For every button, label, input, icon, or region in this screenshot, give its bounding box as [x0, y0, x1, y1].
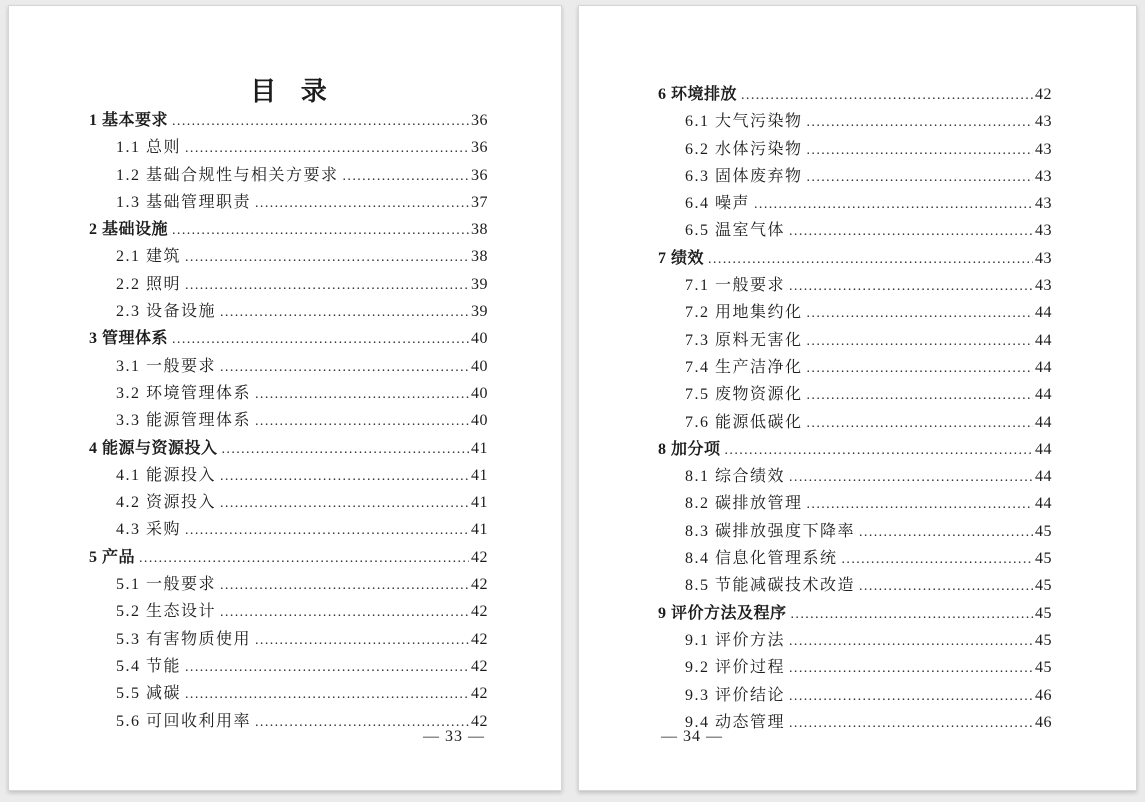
dot-leader	[754, 192, 1033, 218]
toc-row	[658, 300, 1052, 327]
toc-row	[89, 326, 488, 353]
toc-entry-label: 5.4 节能	[116, 657, 182, 675]
toc-entry-pagenum: 45	[1035, 631, 1052, 649]
document-page-right	[578, 5, 1137, 791]
toc-row	[89, 381, 488, 408]
toc-row	[89, 272, 488, 299]
page-content	[9, 76, 561, 736]
toc-row	[89, 545, 488, 572]
toc-row	[89, 654, 488, 681]
toc-row	[658, 655, 1052, 682]
toc-row	[89, 135, 488, 162]
toc-entry-label: 6.2 水体污染物	[685, 140, 803, 158]
toc-entry-pagenum: 44	[1035, 413, 1052, 431]
toc-entry-pagenum: 40	[471, 384, 488, 402]
toc-entry-pagenum: 43	[1035, 195, 1052, 213]
dot-leader	[185, 136, 469, 162]
toc-list-right	[658, 6, 1052, 737]
toc-entry-label: 8.1 综合绩效	[685, 468, 786, 486]
toc-row	[89, 190, 488, 217]
toc-entry-pagenum: 43	[1035, 113, 1052, 131]
toc-entry-label: 1.1 总则	[116, 139, 182, 157]
toc-entry-pagenum: 43	[1035, 167, 1052, 185]
toc-entry-label: 9 评价方法及程序	[658, 604, 787, 622]
toc-entry-label: 7 绩效	[658, 249, 705, 267]
toc-entry-label: 1.2 基础合规性与相关方要求	[116, 166, 339, 184]
dot-leader	[185, 682, 469, 708]
toc-entry-label: 5.2 生态设计	[116, 603, 217, 621]
page-content	[579, 6, 1136, 737]
toc-entry-pagenum: 45	[1035, 550, 1052, 568]
toc-entry-pagenum: 39	[471, 275, 488, 293]
toc-entry-pagenum: 36	[471, 139, 488, 157]
dot-leader	[807, 492, 1033, 518]
toc-list-left	[89, 108, 488, 736]
toc-entry-label: 4.3 采购	[116, 521, 182, 539]
toc-entry-label: 5.6 可回收利用率	[116, 712, 252, 730]
toc-row	[658, 519, 1052, 546]
toc-entry-pagenum: 42	[471, 712, 488, 730]
toc-entry-label: 9.3 评价结论	[685, 686, 786, 704]
dot-leader	[220, 491, 469, 517]
toc-entry-label: 2 基础设施	[89, 221, 169, 239]
toc-row	[658, 246, 1052, 273]
toc-entry-pagenum: 44	[1035, 358, 1052, 376]
toc-row	[89, 354, 488, 381]
dot-leader	[807, 138, 1033, 164]
toc-row	[658, 382, 1052, 409]
toc-entry-pagenum: 45	[1035, 522, 1052, 540]
dot-leader	[789, 711, 1033, 737]
toc-entry-label: 5.1 一般要求	[116, 576, 217, 594]
dot-leader	[807, 329, 1033, 355]
dot-leader	[220, 355, 469, 381]
toc-entry-label: 8 加分项	[658, 440, 721, 458]
toc-entry-pagenum: 43	[1035, 140, 1052, 158]
toc-entry-label: 8.5 节能减碳技术改造	[685, 577, 856, 595]
toc-row	[89, 627, 488, 654]
toc-entry-label: 8.4 信息化管理系统	[685, 550, 838, 568]
dot-leader	[807, 383, 1033, 409]
toc-entry-label: 6 环境排放	[658, 86, 738, 103]
toc-entry-label: 8.3 碳排放强度下降率	[685, 522, 856, 540]
dot-leader	[343, 164, 469, 190]
dot-leader	[172, 218, 469, 244]
dot-leader	[255, 191, 469, 217]
page-number-footer-33: — 33 —	[423, 728, 485, 745]
toc-entry-label: 7.2 用地集约化	[685, 304, 803, 322]
toc-row	[658, 355, 1052, 382]
dot-leader	[807, 356, 1033, 382]
toc-entry-pagenum: 44	[1035, 386, 1052, 404]
toc-row	[658, 273, 1052, 300]
dot-leader	[220, 600, 469, 626]
dot-leader	[172, 327, 469, 353]
toc-entry-label: 4.1 能源投入	[116, 466, 217, 484]
toc-row	[658, 137, 1052, 164]
toc-entry-pagenum: 43	[1035, 249, 1052, 267]
dot-leader	[708, 247, 1033, 273]
toc-entry-label: 7.3 原料无害化	[685, 331, 803, 349]
toc-entry-label: 5 产品	[89, 548, 136, 566]
toc-entry-label: 2.1 建筑	[116, 248, 182, 266]
toc-entry-pagenum: 41	[471, 439, 488, 457]
toc-entry-label: 3.2 环境管理体系	[116, 384, 252, 402]
dot-leader	[185, 273, 469, 299]
toc-row	[89, 244, 488, 271]
toc-row	[658, 573, 1052, 600]
toc-row	[658, 410, 1052, 437]
toc-entry-label: 3.1 一般要求	[116, 357, 217, 375]
toc-entry-pagenum: 44	[1035, 468, 1052, 486]
dot-leader	[859, 574, 1033, 600]
toc-entry-label: 9.1 评价方法	[685, 631, 786, 649]
toc-entry-pagenum: 42	[1035, 86, 1052, 103]
toc-entry-pagenum: 46	[1035, 713, 1052, 731]
toc-row	[658, 491, 1052, 518]
toc-row	[89, 436, 488, 463]
toc-entry-label: 6.4 噪声	[685, 195, 751, 213]
toc-entry-label: 9.2 评价过程	[685, 659, 786, 677]
toc-entry-pagenum: 41	[471, 494, 488, 512]
toc-entry-pagenum: 45	[1035, 604, 1052, 622]
page-number-footer-34: — 34 —	[661, 728, 723, 745]
toc-row	[89, 108, 488, 135]
toc-entry-label: 8.2 碳排放管理	[685, 495, 803, 513]
toc-entry-label: 1 基本要求	[89, 112, 169, 129]
toc-entry-pagenum: 36	[471, 166, 488, 184]
toc-entry-label: 7.6 能源低碳化	[685, 413, 803, 431]
dot-leader	[789, 684, 1033, 710]
toc-entry-pagenum: 39	[471, 303, 488, 321]
toc-entry-pagenum: 44	[1035, 331, 1052, 349]
dot-leader	[807, 110, 1033, 136]
toc-entry-pagenum: 41	[471, 521, 488, 539]
toc-row	[658, 328, 1052, 355]
toc-row	[89, 217, 488, 244]
toc-entry-pagenum: 42	[471, 576, 488, 594]
toc-entry-pagenum: 37	[471, 193, 488, 211]
toc-entry-pagenum: 40	[471, 412, 488, 430]
toc-row	[89, 299, 488, 326]
toc-entry-label: 3 管理体系	[89, 330, 169, 348]
dot-leader	[255, 409, 469, 435]
toc-entry-pagenum: 38	[471, 221, 488, 239]
toc-entry-pagenum: 42	[471, 630, 488, 648]
toc-entry-label: 5.3 有害物质使用	[116, 630, 252, 648]
toc-entry-label: 5.5 减碳	[116, 685, 182, 703]
toc-row	[89, 517, 488, 544]
toc-row	[658, 109, 1052, 136]
toc-entry-label: 9.4 动态管理	[685, 713, 786, 731]
toc-row	[89, 408, 488, 435]
dot-leader	[172, 109, 469, 135]
dot-leader	[255, 628, 469, 654]
dot-leader	[789, 465, 1033, 491]
dot-leader	[789, 629, 1033, 655]
dot-leader	[220, 300, 469, 326]
toc-row	[658, 546, 1052, 573]
toc-row	[658, 218, 1052, 245]
toc-entry-pagenum: 42	[471, 548, 488, 566]
toc-entry-label: 4.2 资源投入	[116, 494, 217, 512]
toc-title: 目 录	[250, 77, 336, 106]
dot-leader	[807, 301, 1033, 327]
toc-row	[89, 463, 488, 490]
toc-entry-pagenum: 36	[471, 112, 488, 129]
toc-entry-pagenum: 45	[1035, 577, 1052, 595]
toc-entry-pagenum: 42	[471, 657, 488, 675]
dot-leader	[222, 437, 469, 463]
toc-entry-pagenum: 42	[471, 603, 488, 621]
dot-leader	[741, 83, 1033, 109]
document-page-left	[8, 5, 562, 791]
toc-entry-label: 7.4 生产洁净化	[685, 358, 803, 376]
dot-leader	[220, 573, 469, 599]
toc-entry-label: 7.5 废物资源化	[685, 386, 803, 404]
toc-entry-label: 7.1 一般要求	[685, 277, 786, 295]
dot-leader	[859, 520, 1033, 546]
toc-entry-pagenum: 41	[471, 466, 488, 484]
toc-row	[658, 464, 1052, 491]
toc-row	[658, 82, 1052, 109]
toc-entry-label: 6.5 温室气体	[685, 222, 786, 240]
dot-leader	[220, 464, 469, 490]
toc-entry-pagenum: 40	[471, 357, 488, 375]
toc-row	[89, 490, 488, 517]
dot-leader	[139, 546, 469, 572]
toc-entry-label: 1.3 基础管理职责	[116, 193, 252, 211]
toc-row	[658, 683, 1052, 710]
dot-leader	[185, 655, 469, 681]
toc-row	[89, 681, 488, 708]
dot-leader	[789, 656, 1033, 682]
toc-entry-pagenum: 44	[1035, 304, 1052, 322]
toc-entry-label: 6.3 固体废弃物	[685, 167, 803, 185]
toc-row	[89, 599, 488, 626]
toc-entry-pagenum: 44	[1035, 495, 1052, 513]
dot-leader	[807, 165, 1033, 191]
toc-entry-label: 2.2 照明	[116, 275, 182, 293]
toc-entry-label: 4 能源与资源投入	[89, 439, 218, 457]
toc-row	[89, 572, 488, 599]
toc-entry-pagenum: 42	[471, 685, 488, 703]
dot-leader	[789, 219, 1033, 245]
toc-entry-pagenum: 45	[1035, 659, 1052, 677]
toc-row	[658, 601, 1052, 628]
toc-entry-pagenum: 43	[1035, 277, 1052, 295]
dot-leader	[807, 411, 1033, 437]
toc-entry-pagenum: 40	[471, 330, 488, 348]
dot-leader	[185, 245, 469, 271]
dot-leader	[255, 382, 469, 408]
toc-entry-label: 6.1 大气污染物	[685, 113, 803, 131]
toc-row	[89, 163, 488, 190]
toc-row	[658, 164, 1052, 191]
toc-entry-label: 3.3 能源管理体系	[116, 412, 252, 430]
toc-entry-pagenum: 44	[1035, 440, 1052, 458]
dot-leader	[789, 274, 1033, 300]
toc-entry-pagenum: 46	[1035, 686, 1052, 704]
dot-leader	[185, 518, 469, 544]
toc-row	[658, 628, 1052, 655]
toc-row	[658, 437, 1052, 464]
dot-leader	[725, 438, 1033, 464]
toc-entry-pagenum: 38	[471, 248, 488, 266]
toc-entry-pagenum: 43	[1035, 222, 1052, 240]
dot-leader	[842, 547, 1033, 573]
toc-row	[658, 191, 1052, 218]
dot-leader	[791, 602, 1033, 628]
toc-entry-label: 2.3 设备设施	[116, 303, 217, 321]
